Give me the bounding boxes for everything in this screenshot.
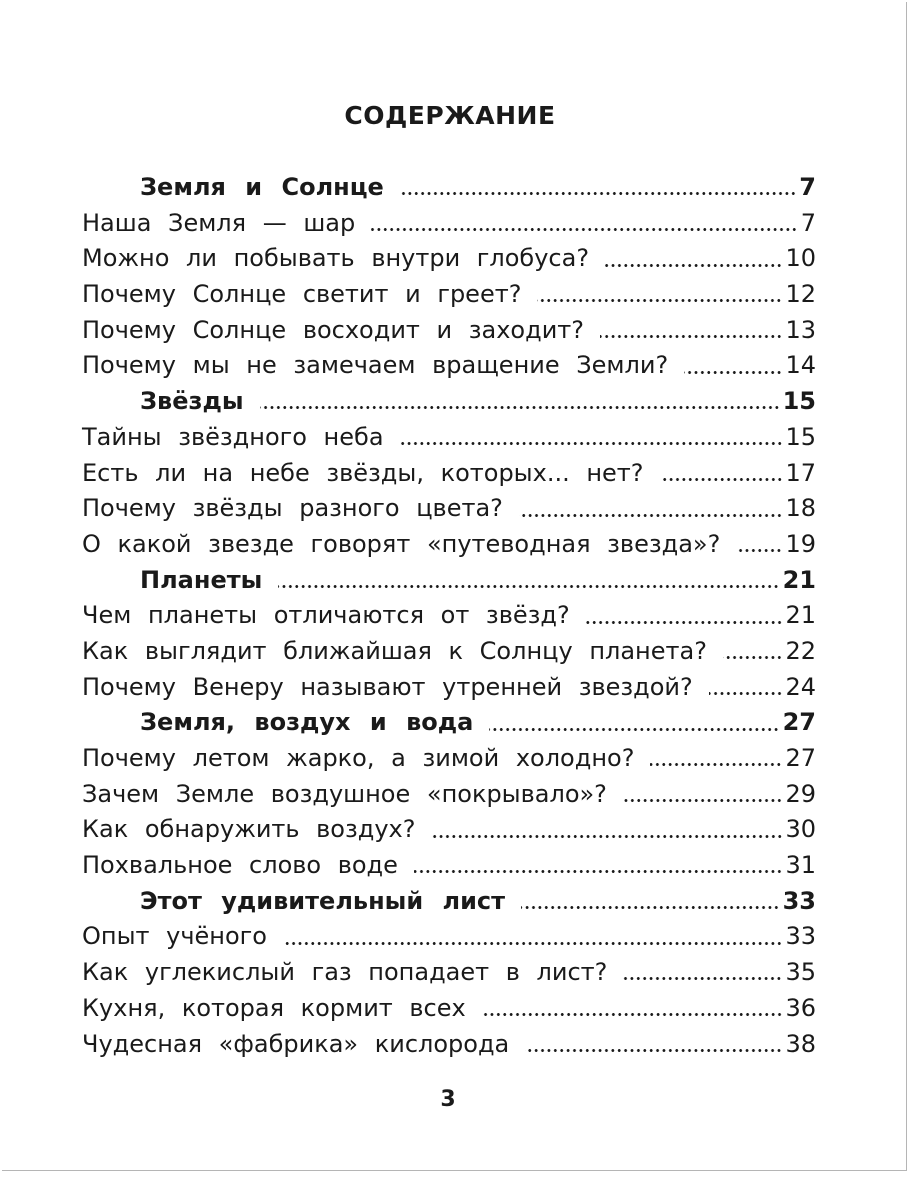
toc-dot-leader: [660, 478, 783, 481]
toc-dot-leader: [482, 1013, 783, 1016]
page-number: 3: [440, 1087, 456, 1112]
toc-entry-page: 33: [782, 886, 816, 915]
toc-dot-leader: [371, 228, 797, 231]
toc-entry: [82, 670, 816, 706]
toc-dot-leader: [650, 763, 782, 766]
toc-dot-leader: [400, 192, 797, 195]
toc-entry: [82, 848, 816, 884]
toc-entry-page: 29: [785, 779, 816, 808]
toc-entry-title: Почему мы не замечаем вращение Земли?: [82, 351, 669, 380]
toc-dot-leader: [414, 870, 783, 873]
toc-entry-title: Почему Солнце светит и греет?: [82, 280, 522, 309]
toc-entry-page: 12: [785, 280, 816, 309]
toc-entry-title: Земля, воздух и вода: [140, 708, 474, 737]
toc-entry: [82, 277, 816, 313]
toc-entry-page: 18: [785, 494, 816, 523]
toc-entry-title: Чудесная «фабрика» кислорода: [82, 1029, 510, 1058]
toc-entry-title: Кухня, которая кормит всех: [82, 993, 466, 1022]
toc-entry: [82, 491, 816, 527]
toc-entry: [82, 527, 816, 563]
toc-dot-leader: [521, 906, 780, 909]
toc-entry-page: 13: [785, 315, 816, 344]
toc-dot-leader: [489, 728, 779, 731]
toc-entry-page: 24: [785, 672, 816, 701]
toc-dot-leader: [283, 942, 782, 945]
toc-dot-leader: [586, 621, 783, 624]
toc-dot-leader: [432, 835, 783, 838]
toc-entry-page: 17: [785, 458, 816, 487]
toc-section-heading: [82, 170, 816, 206]
toc-dot-leader: [519, 514, 783, 517]
toc-entry: [82, 420, 816, 456]
toc-entry: [82, 1027, 816, 1063]
toc-entry: [82, 955, 816, 991]
toc-entry-title: Можно ли побывать внутри глобуса?: [82, 244, 590, 273]
toc-dot-leader: [623, 799, 783, 802]
toc-entry-page: 7: [800, 208, 816, 237]
toc-entry-page: 22: [785, 636, 816, 665]
toc-section-heading: [82, 384, 816, 420]
toc-entry: [82, 206, 816, 242]
page-title: СОДЕРЖАНИЕ: [344, 101, 556, 130]
toc-dot-leader: [736, 549, 782, 552]
toc-entry-title: Зачем Земле воздушное «покрывало»?: [82, 779, 607, 808]
toc-entry-page: 21: [785, 601, 816, 630]
toc-dot-leader: [537, 299, 782, 302]
toc-dot-leader: [525, 1049, 782, 1052]
toc-entry-title: Как обнаружить воздух?: [82, 815, 416, 844]
toc-entry: [82, 313, 816, 349]
toc-entry-title: Чем планеты отличаются от звёзд?: [82, 601, 570, 630]
toc-entry: [82, 812, 816, 848]
toc-entry-page: 14: [785, 351, 816, 380]
toc-section-heading: [82, 705, 816, 741]
toc-dot-leader: [278, 585, 779, 588]
table-of-contents: [82, 170, 816, 1062]
toc-entry-page: 15: [785, 422, 816, 451]
toc-dot-leader: [260, 406, 780, 409]
toc-entry-title: Почему Венеру называют утренней звездой?: [82, 672, 693, 701]
toc-entry-page: 36: [785, 993, 816, 1022]
toc-section-heading: [82, 884, 816, 920]
toc-dot-leader: [623, 977, 782, 980]
toc-entry-page: 10: [785, 244, 816, 273]
toc-entry-title: Звёзды: [140, 387, 244, 416]
toc-entry-title: О какой звезде говорят «путеводная звезда»?: [82, 529, 721, 558]
toc-entry-title: Почему звёзды разного цвета?: [82, 494, 503, 523]
toc-section-heading: [82, 563, 816, 599]
toc-dot-leader: [600, 335, 782, 338]
toc-entry: [82, 777, 816, 813]
toc-entry-title: Есть ли на небе звёзды, которых... нет?: [82, 458, 644, 487]
toc-dot-leader: [605, 264, 782, 267]
toc-entry-title: Этот удивительный лист: [140, 886, 506, 915]
toc-entry-page: 15: [782, 387, 816, 416]
toc-entry-page: 35: [785, 958, 816, 987]
toc-entry: [82, 919, 816, 955]
toc-dot-leader: [709, 692, 783, 695]
toc-entry-title: Опыт учёного: [82, 922, 267, 951]
toc-entry-title: Планеты: [140, 565, 263, 594]
toc-dot-leader: [400, 442, 783, 445]
toc-entry: [82, 634, 816, 670]
toc-entry-page: 27: [785, 744, 816, 772]
toc-entry-page: 7: [799, 173, 816, 201]
toc-entry-title: Как выглядит ближайшая к Солнцу планета?: [82, 636, 707, 665]
toc-entry-title: Тайны звёздного неба: [82, 422, 384, 451]
toc-entry-title: Похвальное слово воде: [82, 851, 398, 880]
toc-entry: [82, 598, 816, 634]
toc-entry-page: 38: [785, 1029, 816, 1058]
toc-entry-page: 30: [785, 815, 816, 844]
toc-dot-leader: [684, 371, 782, 374]
toc-entry-page: 19: [785, 529, 816, 558]
toc-entry-title: Наша Земля — шар: [82, 208, 356, 237]
toc-entry: [82, 348, 816, 384]
toc-entry-page: 31: [785, 851, 816, 880]
toc-entry-title: Почему Солнце восходит и заходит?: [82, 315, 585, 344]
toc-entry-page: 21: [782, 565, 816, 594]
toc-dot-leader: [723, 656, 783, 659]
toc-entry: [82, 991, 816, 1027]
toc-entry-page: 33: [785, 922, 816, 951]
toc-entry-title: Почему летом жарко, а зимой холодно?: [82, 744, 635, 772]
toc-entry: [82, 241, 816, 277]
toc-entry: [82, 741, 816, 777]
toc-entry: [82, 456, 816, 492]
toc-entry-page: 27: [782, 708, 816, 737]
toc-entry-title: Земля и Солнце: [140, 173, 384, 201]
toc-entry-title: Как углекислый газ попадает в лист?: [82, 958, 608, 987]
